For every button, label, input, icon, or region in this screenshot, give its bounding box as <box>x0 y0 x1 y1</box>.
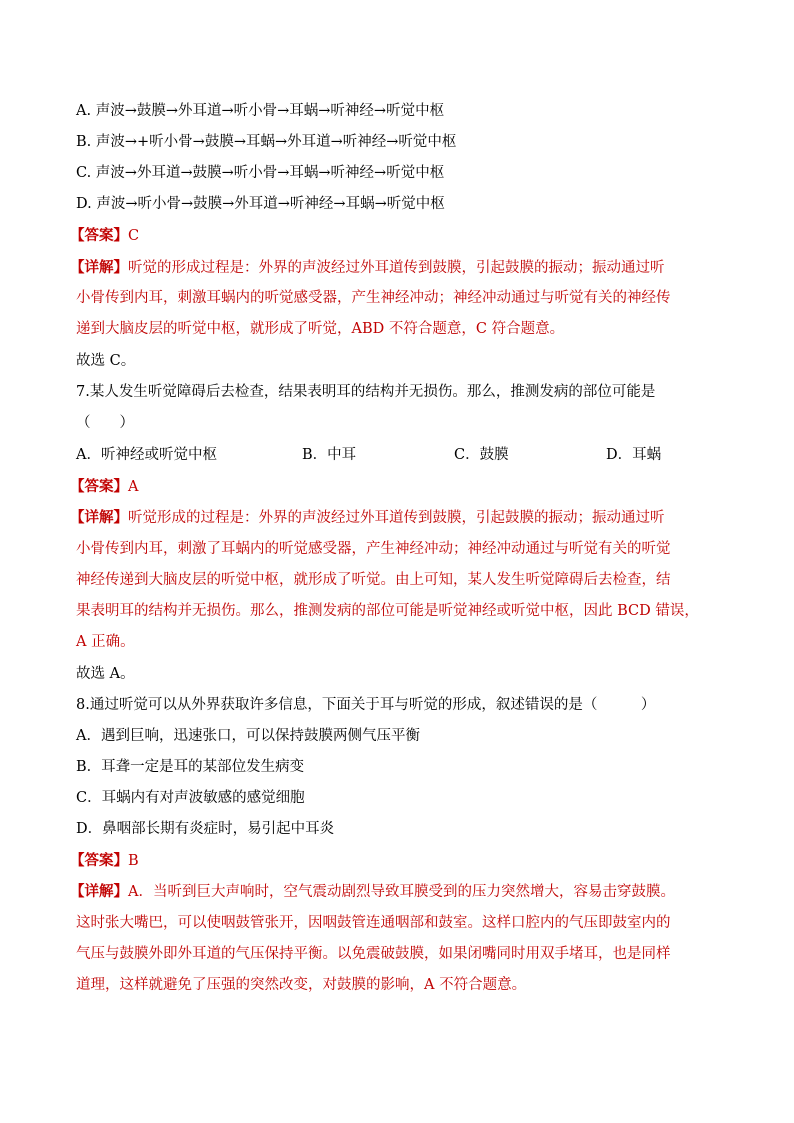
q6-conclusion: 故选 C。 <box>76 353 136 369</box>
q6-answer-line <box>70 226 720 246</box>
q6-option-d: D. 声波→听小骨→鼓膜→外耳道→听神经→耳蜗→听觉中枢 <box>76 196 445 212</box>
q7-option-d: D．耳蜗 <box>606 447 662 463</box>
q7-option-a: A．听神经或听觉中枢 <box>76 447 217 463</box>
q7-option-b: B．中耳 <box>302 447 357 463</box>
q8-detail-text-1: A．当听到巨大声响时，空气震动剧烈导致耳膜受到的压力突然增大，容易击穿鼓膜。 <box>128 884 675 900</box>
q7-option-c: C．鼓膜 <box>454 447 509 463</box>
q7-answer-line <box>70 477 720 497</box>
q7-detail-line-1 <box>70 508 720 528</box>
q7-detail-line-5: A 正确。 <box>76 634 135 650</box>
detail-tag: 【详解】 <box>70 509 128 526</box>
q7-answer-value: A <box>128 479 139 495</box>
q6-option-a: A. 声波→鼓膜→外耳道→听小骨→耳蜗→听神经→听觉中枢 <box>76 103 445 119</box>
q8-option-a: A．遇到巨响，迅速张口，可以保持鼓膜两侧气压平衡 <box>76 728 420 744</box>
q8-option-b: B．耳聋一定是耳的某部位发生病变 <box>76 759 305 775</box>
detail-tag: 【详解】 <box>70 259 128 276</box>
q7-detail-text-1: 听觉形成的过程是：外界的声波经过外耳道传到鼓膜，引起鼓膜的振动；振动通过听 <box>128 510 665 526</box>
answer-tag: 【答案】 <box>70 852 128 869</box>
q6-detail-line-3: 递到大脑皮层的听觉中枢，就形成了听觉，ABD 不符合题意，C 符合题意。 <box>76 321 565 337</box>
q6-answer-value: C <box>128 228 140 244</box>
q6-detail-line-2: 小骨传到内耳，刺激耳蜗内的听觉感受器，产生神经冲动；神经冲动通过与听觉有关的神经传 <box>76 290 671 306</box>
q8-stem: 8.通过听觉可以从外界获取许多信息，下面关于耳与听觉的形成，叙述错误的是（ ） <box>76 697 656 713</box>
q8-detail-line-1 <box>70 882 720 902</box>
q7-detail-line-3: 神经传递到大脑皮层的听觉中枢，就形成了听觉。由上可知，某人发生听觉障碍后去检查，结 <box>76 572 671 588</box>
q8-option-d: D．鼻咽部长期有炎症时，易引起中耳炎 <box>76 821 335 837</box>
q8-answer-line <box>70 851 720 871</box>
q6-option-b: B. 声波→+听小骨→鼓膜→耳蜗→外耳道→听神经→听觉中枢 <box>76 134 457 150</box>
q7-stem-line-2: （ ） <box>76 415 134 431</box>
q6-detail-text-1: 听觉的形成过程是：外界的声波经过外耳道传到鼓膜，引起鼓膜的振动；振动通过听 <box>128 260 665 276</box>
q8-detail-line-2: 这时张大嘴巴，可以使咽鼓管张开，因咽鼓管连通咽部和鼓室。这样口腔内的气压即鼓室内的 <box>76 915 671 931</box>
q7-detail-line-2: 小骨传到内耳，刺激了耳蜗内的听觉感受器，产生神经冲动；神经冲动通过与听觉有关的听觉 <box>76 541 671 557</box>
q8-detail-line-4: 道理，这样就避免了压强的突然改变，对鼓膜的影响，A 不符合题意。 <box>76 977 527 993</box>
answer-tag: 【答案】 <box>70 478 128 495</box>
q8-option-c: C．耳蜗内有对声波敏感的感觉细胞 <box>76 790 305 806</box>
q6-option-c: C. 声波→外耳道→鼓膜→听小骨→耳蜗→听神经→听觉中枢 <box>76 165 445 181</box>
q8-answer-value: B <box>128 853 139 869</box>
detail-tag: 【详解】 <box>70 883 128 900</box>
q7-conclusion: 故选 A。 <box>76 666 135 682</box>
q8-detail-line-3: 气压与鼓膜外即外耳道的气压保持平衡。以免震破鼓膜，如果闭嘴同时用双手堵耳，也是同样 <box>76 946 671 962</box>
q7-stem-line-1: 7.某人发生听觉障碍后去检查，结果表明耳的结构并无损伤。那么，推测发病的部位可能是 <box>76 384 656 400</box>
q7-detail-line-4: 果表明耳的结构并无损伤。那么，推测发病的部位可能是听觉神经或听觉中枢，因此 BCD 错误， <box>76 603 699 619</box>
answer-tag: 【答案】 <box>70 227 128 244</box>
q6-detail-line-1 <box>70 258 720 278</box>
